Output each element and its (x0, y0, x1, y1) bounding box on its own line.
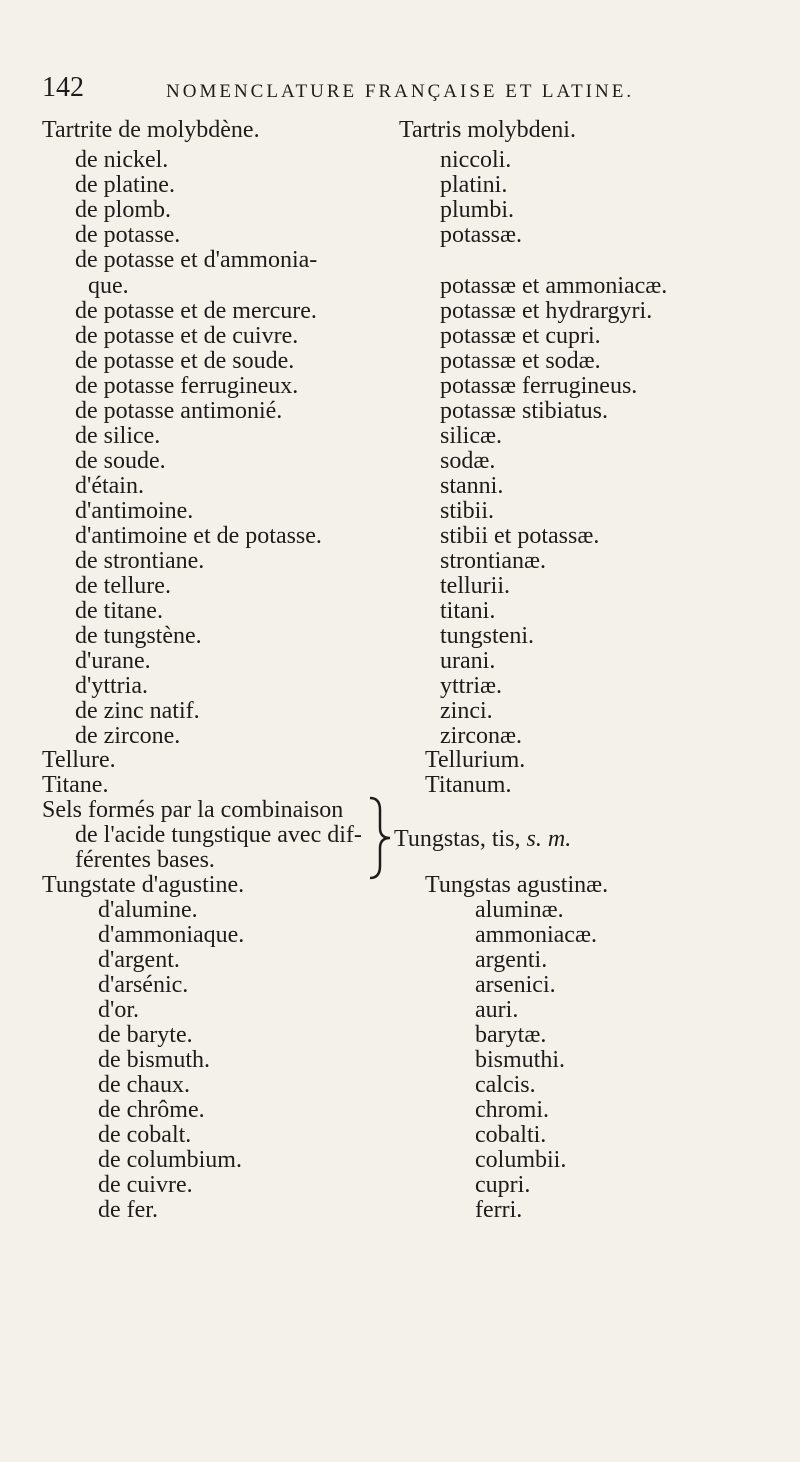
french-term: que. (88, 273, 129, 299)
french-term: de potasse ferrugineux. (75, 373, 299, 399)
latin-term: ferri. (475, 1197, 523, 1223)
latin-term: auri. (475, 997, 519, 1023)
french-term: Tungstate d'agustine. (42, 872, 245, 898)
latin-term: potassæ et cupri. (440, 323, 601, 349)
french-term: de l'acide tungstique avec dif- (75, 822, 362, 848)
latin-term: cupri. (475, 1172, 531, 1198)
latin-term: stanni. (440, 473, 504, 499)
french-term: de potasse. (75, 222, 181, 248)
french-term: de potasse et d'ammonia- (75, 247, 318, 273)
latin-term: Titanum. (425, 772, 512, 798)
latin-term: calcis. (475, 1072, 536, 1098)
page-header (42, 72, 782, 112)
latin-term: potassæ et ammoniacæ. (440, 273, 668, 299)
french-term: de soude. (75, 448, 166, 474)
latin-term: stibii. (440, 498, 495, 524)
french-term: de zircone. (75, 723, 181, 749)
french-term: Titane. (42, 772, 109, 798)
french-term: de fer. (98, 1197, 158, 1223)
french-term: de chrôme. (98, 1097, 205, 1123)
french-term: d'ammoniaque. (98, 922, 245, 948)
french-term: de tungstène. (75, 623, 202, 649)
french-term: d'antimoine. (75, 498, 194, 524)
french-term: de titane. (75, 598, 163, 624)
latin-term: potassæ et hydrargyri. (440, 298, 653, 324)
latin-term: chromi. (475, 1097, 549, 1123)
french-term: d'or. (98, 997, 139, 1023)
latin-term: Tellurium. (425, 747, 526, 773)
latin-term: sodæ. (440, 448, 496, 474)
latin-term: potassæ. (440, 222, 523, 248)
french-term: d'antimoine et de potasse. (75, 523, 322, 549)
latin-term: ammoniacæ. (475, 922, 597, 948)
french-term: de nickel. (75, 147, 169, 173)
french-term: de zinc natif. (75, 698, 200, 724)
latin-term: potassæ ferrugineus. (440, 373, 638, 399)
latin-term: platini. (440, 172, 508, 198)
entry-row (0, 115, 800, 145)
latin-term: tellurii. (440, 573, 510, 599)
french-term: de bismuth. (98, 1047, 210, 1073)
latin-term: cobalti. (475, 1122, 547, 1148)
latin-term: titani. (440, 598, 496, 624)
latin-term: strontianæ. (440, 548, 546, 574)
entry-row (0, 1195, 800, 1225)
french-term: férentes bases. (75, 847, 215, 873)
latin-term: plumbi. (440, 197, 515, 223)
latin-term: tungsteni. (440, 623, 534, 649)
latin-term: potassæ et sodæ. (440, 348, 601, 374)
latin-term: bismuthi. (475, 1047, 566, 1073)
latin-term: stibii et potassæ. (440, 523, 600, 549)
latin-term: Tungstas agustinæ. (425, 872, 609, 898)
latin-term: aluminæ. (475, 897, 564, 923)
french-term: de potasse antimonié. (75, 398, 283, 424)
tungstas-word: Tungstas (394, 826, 480, 852)
latin-term: barytæ. (475, 1022, 547, 1048)
page-number: 142 (42, 72, 84, 103)
french-term: de potasse et de soude. (75, 348, 295, 374)
french-term: d'argent. (98, 947, 180, 973)
french-term: Tartrite de molybdène. (42, 117, 260, 143)
latin-term: potassæ stibiatus. (440, 398, 609, 424)
french-term: de platine. (75, 172, 175, 198)
french-term: d'yttria. (75, 673, 148, 699)
gender-abbreviation: s. m. (526, 826, 572, 852)
french-term: d'urane. (75, 648, 151, 674)
latin-term: zinci. (440, 698, 493, 724)
french-term: de baryte. (98, 1022, 193, 1048)
french-term: de tellure. (75, 573, 171, 599)
french-term: Tellure. (42, 747, 116, 773)
latin-term: yttriæ. (440, 673, 503, 699)
french-term: de cobalt. (98, 1122, 192, 1148)
french-term: d'alumine. (98, 897, 198, 923)
french-term: de potasse et de mercure. (75, 298, 317, 324)
latin-term: silicæ. (440, 423, 503, 449)
french-term: de silice. (75, 423, 161, 449)
french-term: de potasse et de cuivre. (75, 323, 299, 349)
french-term: de plomb. (75, 197, 171, 223)
french-term: de strontiane. (75, 548, 205, 574)
latin-term: Tartris molybdeni. (399, 117, 576, 143)
latin-term: niccoli. (440, 147, 512, 173)
french-term: de columbium. (98, 1147, 242, 1173)
french-term: de cuivre. (98, 1172, 193, 1198)
latin-term: columbii. (475, 1147, 567, 1173)
french-term: Sels formés par la combinaison (42, 797, 344, 823)
latin-term: urani. (440, 648, 496, 674)
tungstas-declension (394, 824, 571, 854)
running-title: NOMENCLATURE FRANÇAISE ET LATINE. (166, 81, 635, 102)
latin-term: argenti. (475, 947, 548, 973)
latin-term: arsenici. (475, 972, 556, 998)
french-term: d'arsénic. (98, 972, 189, 998)
french-term: d'étain. (75, 473, 144, 499)
french-term: de chaux. (98, 1072, 190, 1098)
latin-term: zirconæ. (440, 723, 522, 749)
tungstas-genitive: , tis, (479, 826, 527, 852)
